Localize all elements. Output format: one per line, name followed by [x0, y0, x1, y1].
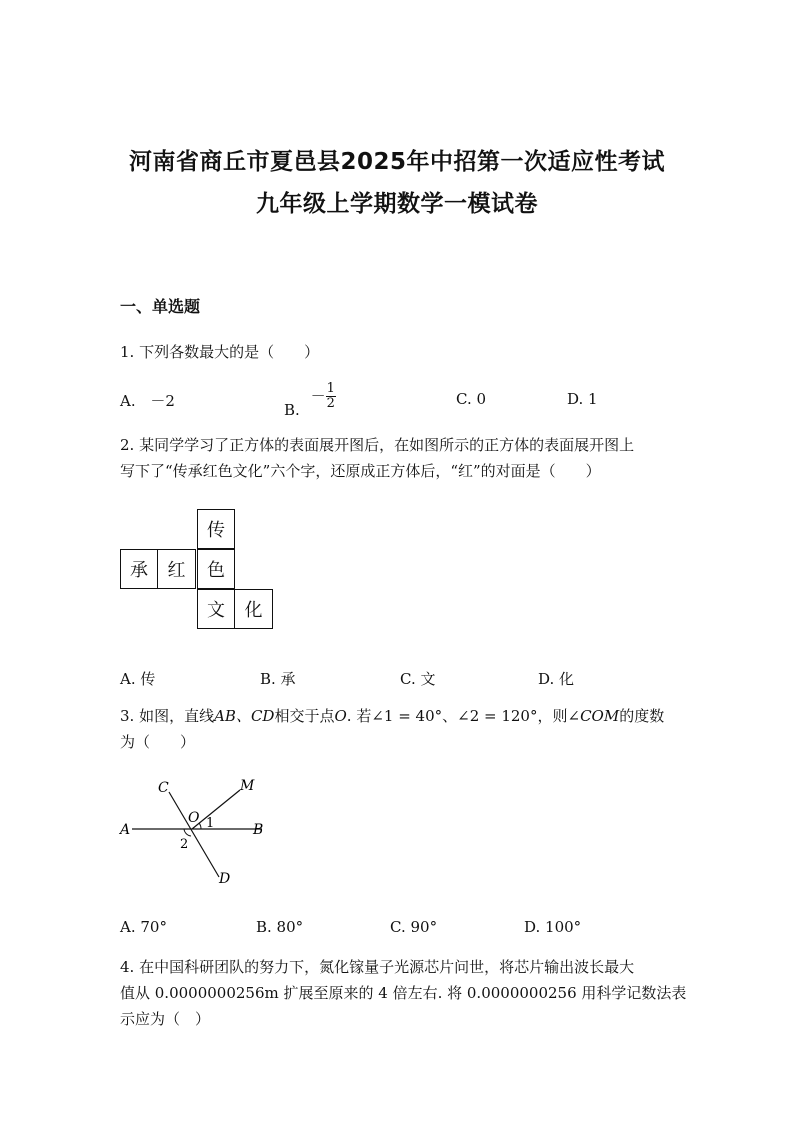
- intersecting-lines-figure: [112, 770, 282, 890]
- q1-option-d: D. 1: [567, 390, 598, 408]
- label-b: B: [253, 822, 264, 838]
- question-4-stem-line-3: 示应为（ ）: [120, 1010, 211, 1028]
- net-cell-hua: 化: [235, 589, 273, 629]
- q1-option-b-label: B.: [284, 400, 300, 419]
- section-heading: 一、单选题: [120, 297, 201, 316]
- title-line-2: 九年级上学期数学一模试卷: [256, 191, 538, 217]
- net-cell-se: 色: [197, 549, 235, 589]
- q1-option-a-value: －2: [150, 392, 175, 410]
- question-3-stem-line-2: 为（ ）: [120, 733, 196, 751]
- q3-option-b: B. 80°: [256, 918, 304, 936]
- q1-option-b: [284, 381, 336, 419]
- fraction-denominator: 2: [326, 396, 335, 411]
- angle-2-arc: [184, 829, 191, 836]
- label-c: C: [158, 780, 169, 796]
- q3-stem-point: O: [334, 707, 347, 725]
- question-4-stem-line-2: 值从 0.0000000256m 扩展至原来的 4 倍左右. 将 0.0000000256 用科学记数法表: [120, 984, 687, 1002]
- label-angle-1: 1: [206, 816, 215, 831]
- net-cell-chuan: 传: [197, 509, 235, 549]
- title-line-1: 河南省商丘市夏邑县2025年中招第一次适应性考试: [128, 149, 665, 175]
- q2-option-a: A. 传: [120, 670, 156, 688]
- q2-option-b: B. 承: [260, 670, 296, 688]
- q3-option-c: C. 90°: [390, 918, 438, 936]
- q2-option-d: D. 化: [538, 670, 575, 688]
- q1-option-a-label: A.: [120, 392, 136, 410]
- question-1-stem: 1. 下列各数最大的是（ ）: [120, 343, 320, 361]
- fraction-numerator: 1: [326, 381, 335, 396]
- question-2-stem-line-2: 写下了“传承红色文化”六个字，还原成正方体后，“红”的对面是（ ）: [120, 462, 601, 480]
- question-3-stem-line-1: [120, 703, 664, 729]
- q3-stem-part-1: 3. 如图，直线: [120, 707, 215, 725]
- net-cell-hong: 红: [158, 549, 196, 589]
- question-2-stem-line-1: 2. 某同学学习了正方体的表面展开图后，在如图所示的正方体的表面展开图上: [120, 436, 635, 454]
- q3-stem-part-2: 相交于点: [274, 707, 335, 725]
- q3-stem-target: ∠COM: [567, 707, 620, 725]
- q3-stem-part-5: 的度数: [619, 707, 665, 725]
- q1-option-b-fraction: [326, 382, 336, 411]
- line-cd: [169, 792, 219, 877]
- label-angle-2: 2: [180, 837, 189, 852]
- label-a: A: [120, 822, 131, 838]
- q3-option-a: A. 70°: [120, 918, 167, 936]
- q1-option-a: [120, 390, 175, 411]
- label-m: M: [240, 778, 255, 794]
- q3-stem-angles: ∠1 = 40°、∠2 = 120°: [371, 707, 538, 725]
- q3-option-d: D. 100°: [524, 918, 582, 936]
- label-d: D: [219, 871, 231, 887]
- q3-stem-part-3: . 若: [346, 707, 372, 725]
- q1-option-c: C. 0: [456, 390, 487, 408]
- label-o: O: [188, 810, 200, 826]
- q2-option-c: C. 文: [400, 670, 436, 688]
- q3-stem-lines: AB、CD: [214, 707, 275, 725]
- net-cell-cheng: 承: [120, 549, 158, 589]
- net-cell-wen: 文: [197, 589, 235, 629]
- question-4-stem-line-1: 4. 在中国科研团队的努力下，氮化镓量子光源芯片问世，将芯片输出波长最大: [120, 958, 635, 976]
- q3-stem-part-4: ，则: [537, 707, 568, 725]
- q1-option-b-sign: －: [310, 386, 326, 405]
